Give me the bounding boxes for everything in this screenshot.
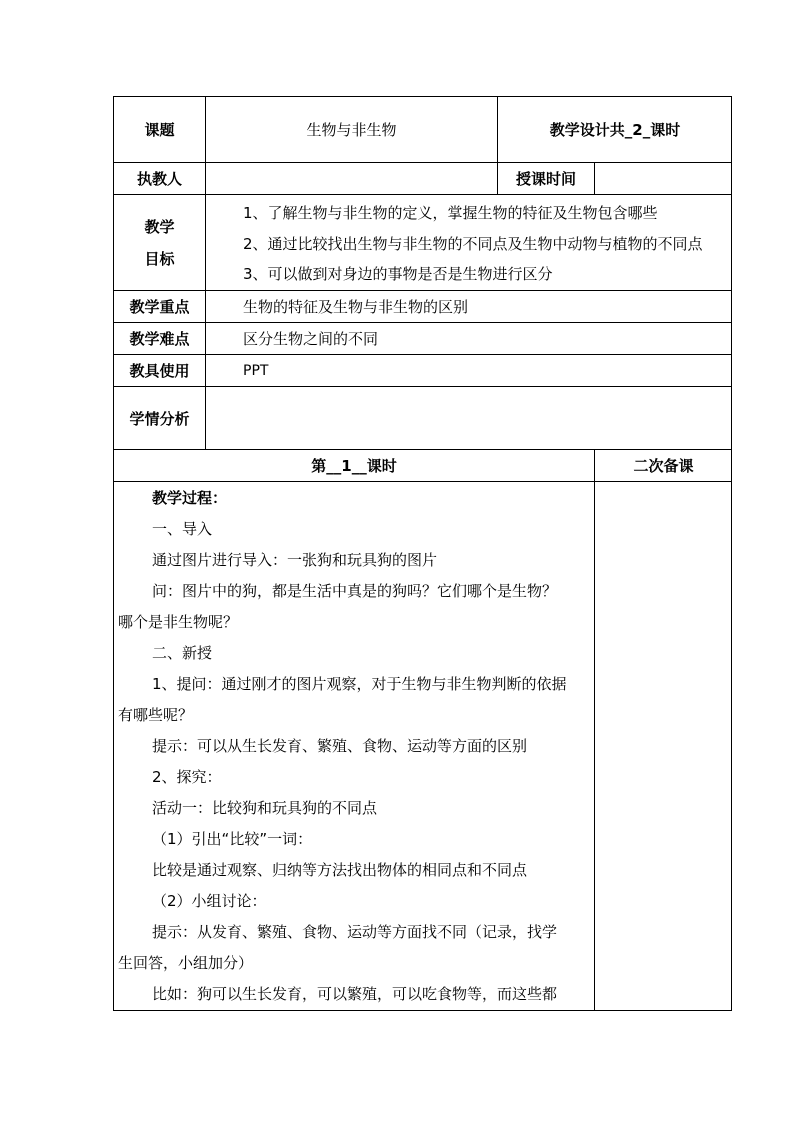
backup-title: 二次备课 [633,457,694,475]
teacher-value [206,163,497,194]
goals-label-line1: 教学 [144,217,175,236]
goal-item: 2、通过比较找出生物与非生物的不同点及生物中动物与植物的不同点 [243,235,703,253]
key-point-label: 教学重点 [129,298,190,316]
topic-value: 生物与非生物 [306,121,397,139]
lesson-title: 第__1__课时 [311,457,397,475]
process-line: 比较是通过观察、归纳等方法找出物体的相同点和不同点 [152,861,528,879]
process-line: 2、探究： [152,768,222,786]
design-info: 教学设计共_2_课时 [549,121,681,139]
teacher-label: 执教人 [136,170,182,188]
goal-item: 3、可以做到对身边的事物是否是生物进行区分 [243,265,553,283]
time-label: 授课时间 [515,170,576,188]
goal-item: 1、了解生物与非生物的定义，掌握生物的特征及生物包含哪些 [243,204,658,222]
topic-label: 课题 [144,121,175,139]
process-line: 1、提问：通过刚才的图片观察，对于生物与非生物判断的依据 [152,675,567,693]
goals-label-line2: 目标 [144,249,175,268]
row-divider [114,354,731,355]
process-line: （1）引出“比较”一词： [152,830,313,848]
lesson-plan-table [113,96,732,1011]
column-divider [594,449,595,1011]
process-line: 比如：狗可以生长发育，可以繁殖，可以吃食物等，而这些都 [152,985,558,1003]
process-line: 一、导入 [152,520,213,538]
goals-label [114,195,205,290]
process-line: 二、新授 [152,644,213,662]
process-line: （2）小组讨论： [152,892,267,910]
analysis-label: 学情分析 [129,409,190,428]
process-line: 哪个是非生物呢？ [118,613,239,631]
row-divider [114,481,731,482]
difficulty-value: 区分生物之间的不同 [243,330,379,348]
difficulty-label: 教学难点 [129,330,190,348]
tools-label: 教具使用 [129,362,190,380]
process-line: 活动一：比较狗和玩具狗的不同点 [152,799,378,817]
row-divider [114,386,731,387]
tools-value: PPT [243,362,269,379]
process-line: 教学过程： [152,489,228,507]
process-line: 提示：从发育、繁殖、食物、运动等方面找不同（记录，找学 [152,923,558,941]
process-line: 有哪些呢？ [118,706,194,724]
process-line: 通过图片进行导入：一张狗和玩具狗的图片 [152,551,438,569]
row-divider [114,194,731,195]
process-line: 提示：可以从生长发育、繁殖、食物、运动等方面的区别 [152,737,528,755]
key-point-value: 生物的特征及生物与非生物的区别 [243,298,469,316]
time-value [595,163,732,194]
process-line: 问：图片中的狗，都是生活中真是的狗吗？它们哪个是生物？ [152,582,558,600]
process-line: 生回答，小组加分） [118,954,254,972]
row-divider [114,322,731,323]
